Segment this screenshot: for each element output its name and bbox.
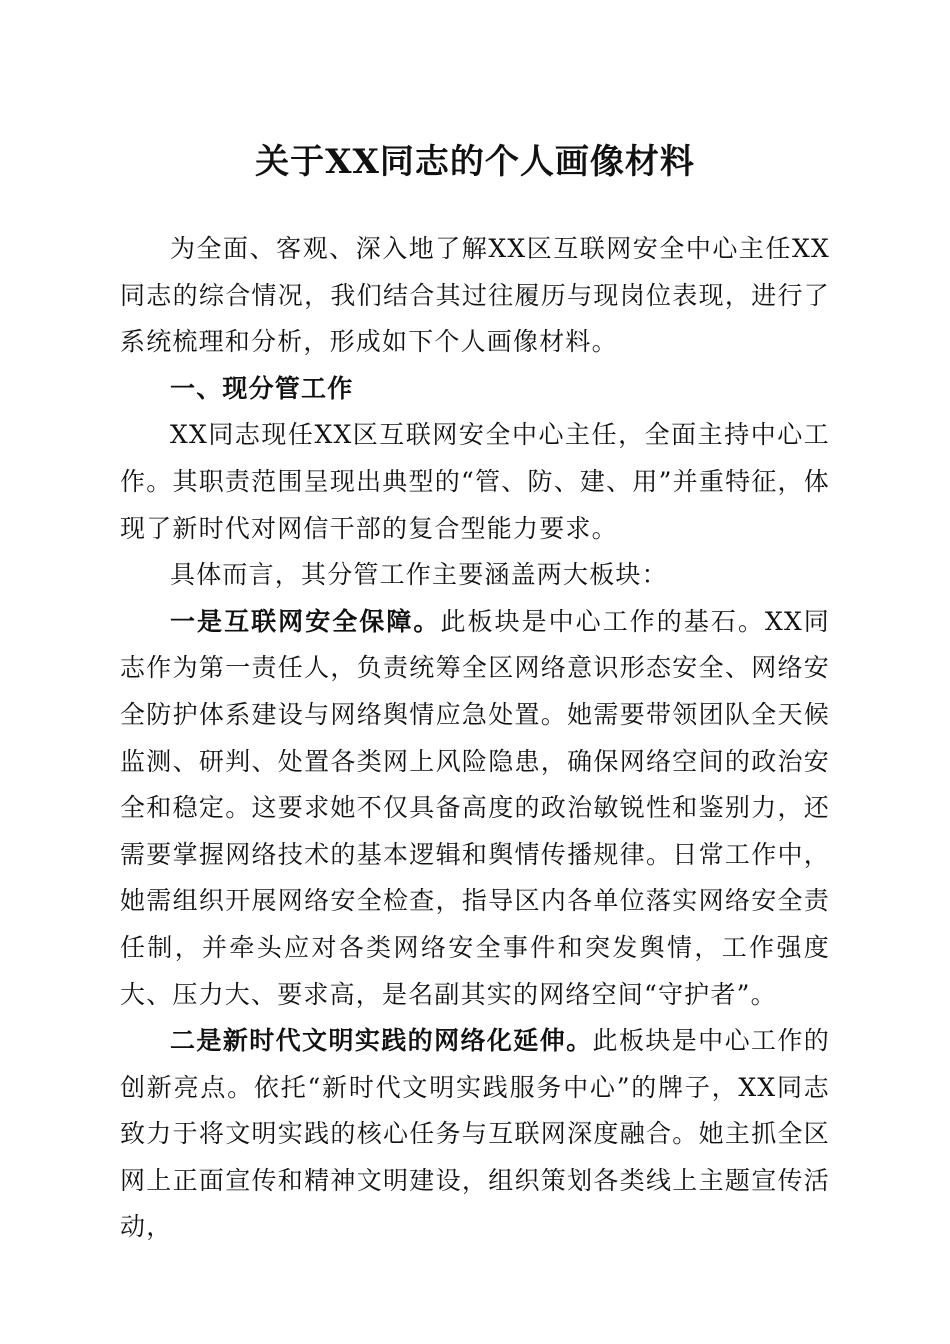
block-lead-civilization: 二是新时代文明实践的网络化延伸。: [170, 1026, 593, 1056]
document-body: [120, 226, 830, 1251]
intro-paragraph: 为全面、客观、深入地了解XX区互联网安全中心主任XX同志的综合情况，我们结合其过往履历与现岗位表现，进行了系统梳理和分析，形成如下个人画像材料。: [120, 234, 830, 357]
document-title: 关于XX同志的个人画像材料: [255, 142, 695, 182]
section-paragraph: 具体而言，其分管工作主要涵盖两大板块：: [170, 560, 668, 590]
block-text-security: 此板块是中心工作的基石。XX同志作为第一责任人，负责统筹全区网络意识形态安全、网络安全防护体系建设与网络舆情应急处置。她需要带领团队全天候监测、研判、处置各类网上风险隐患，确保网络空间的政治安全和稳定。这要求她不仅具备高度的政治敏锐性和鉴别力，还需要掌握网络技术的基本逻辑和舆情传播规律。日常工作中，她需组织开展网络安全检查，指导区内各单位落实网络安全责任制，并牵头应对各类网络安全事件和突发舆情，工作强度大、压力大、要求高，是名副其实的网络空间“守护者”。: [120, 606, 830, 1009]
block-lead-security: 一是互联网安全保障。: [170, 606, 441, 636]
section-heading: 一、现分管工作: [170, 373, 354, 403]
block-text-civilization: 此板块是中心工作的创新亮点。依托“新时代文明实践服务中心”的牌子，XX同志致力于将文明实践的核心任务与互联网深度融合。她主抓全区网上正面宣传和精神文明建设，组织策划各类线上主题宣传活动，: [120, 1026, 830, 1242]
block-paragraph-security: [120, 599, 830, 1018]
section-paragraph: XX同志现任XX区互联网安全中心主任，全面主持中心工作。其职责范围呈现出典型的“管、防、建、用”并重特征，体现了新时代对网信干部的复合型能力要求。: [120, 420, 830, 543]
block-paragraph-civilization: [120, 1018, 830, 1251]
